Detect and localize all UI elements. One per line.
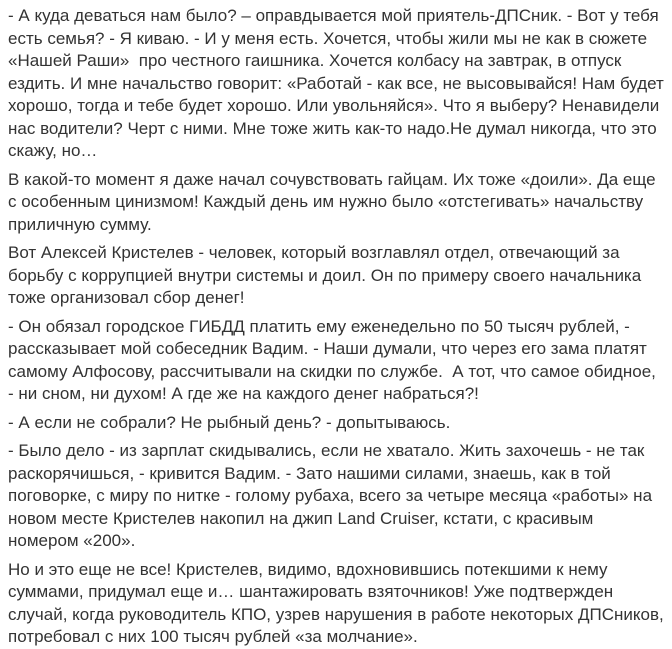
article-paragraph: - Было дело - из зарплат скидывались, если не хватало. Жить захочешь - не так раскорячишься, - кривится Вадим. - Зато нашими силами, знаешь, как в той поговорке, с миру по нитке - голому рубаха, всего за четыре месяца «работы» на новом месте Кристелев накопил на джип Land Cruiser, кстати, с красивым номером «200». (8, 441, 657, 550)
article-paragraph: Вот Алексей Кристелев - человек, который возглавлял отдел, отвечающий за борьбу с коррупцией внутри системы и доил. Он по примеру своего начальника тоже организовал сбор денег! (8, 243, 646, 307)
article-paragraph: - А куда деваться нам было? – оправдывается мой приятель-ДПСник. - Вот у тебя есть семья? - Я киваю. - И у меня есть. Хочется, чтобы жили мы не как в сюжете «Нашей Раши» про честного гаишника. Хочется колбасу на завтрак, в отпуск ездить. И мне начальство говорит: «Работай - как все, не высовывайся! Нам будет хорошо, тогда и тебе будет хорошо. Или увольняйся». Что я выберу? Ненавидели нас водители? Черт с ними. Мне тоже жить как-то надо.Не думал никогда, что это скажу, но… (8, 6, 669, 160)
article-paragraph: - А если не собрали? Не рыбный день? - допытываюсь. (8, 412, 451, 432)
article-paragraph: В какой-то момент я даже начал сочувствовать гайцам. Их тоже «доили». Да еще с особенным цинизмом! Каждый день им нужно было «отстегивать» начальству приличную сумму. (8, 169, 661, 234)
article-paragraph: - Он обязал городское ГИБДД платить ему еженедельно по 50 тысяч рублей, - рассказывает мой собеседник Вадим. - Наши думали, что через его зама платят самому Алфосову, рассчитывали на скидки по службе. А тот, что самое обидное, - ни сном, ни духом! А где же на каждого денег набраться?! (8, 316, 661, 403)
article-paragraph: Но и это еще не все! Кристелев, видимо, вдохновившись потекшими к нему суммами, придумал еще и… шантажировать взяточников! Уже подтвержден случай, когда руководитель КПО, узрев нарушения в работе некоторых ДПСников, потребовал с них 100 тысяч рублей «за молчание». (8, 559, 669, 646)
